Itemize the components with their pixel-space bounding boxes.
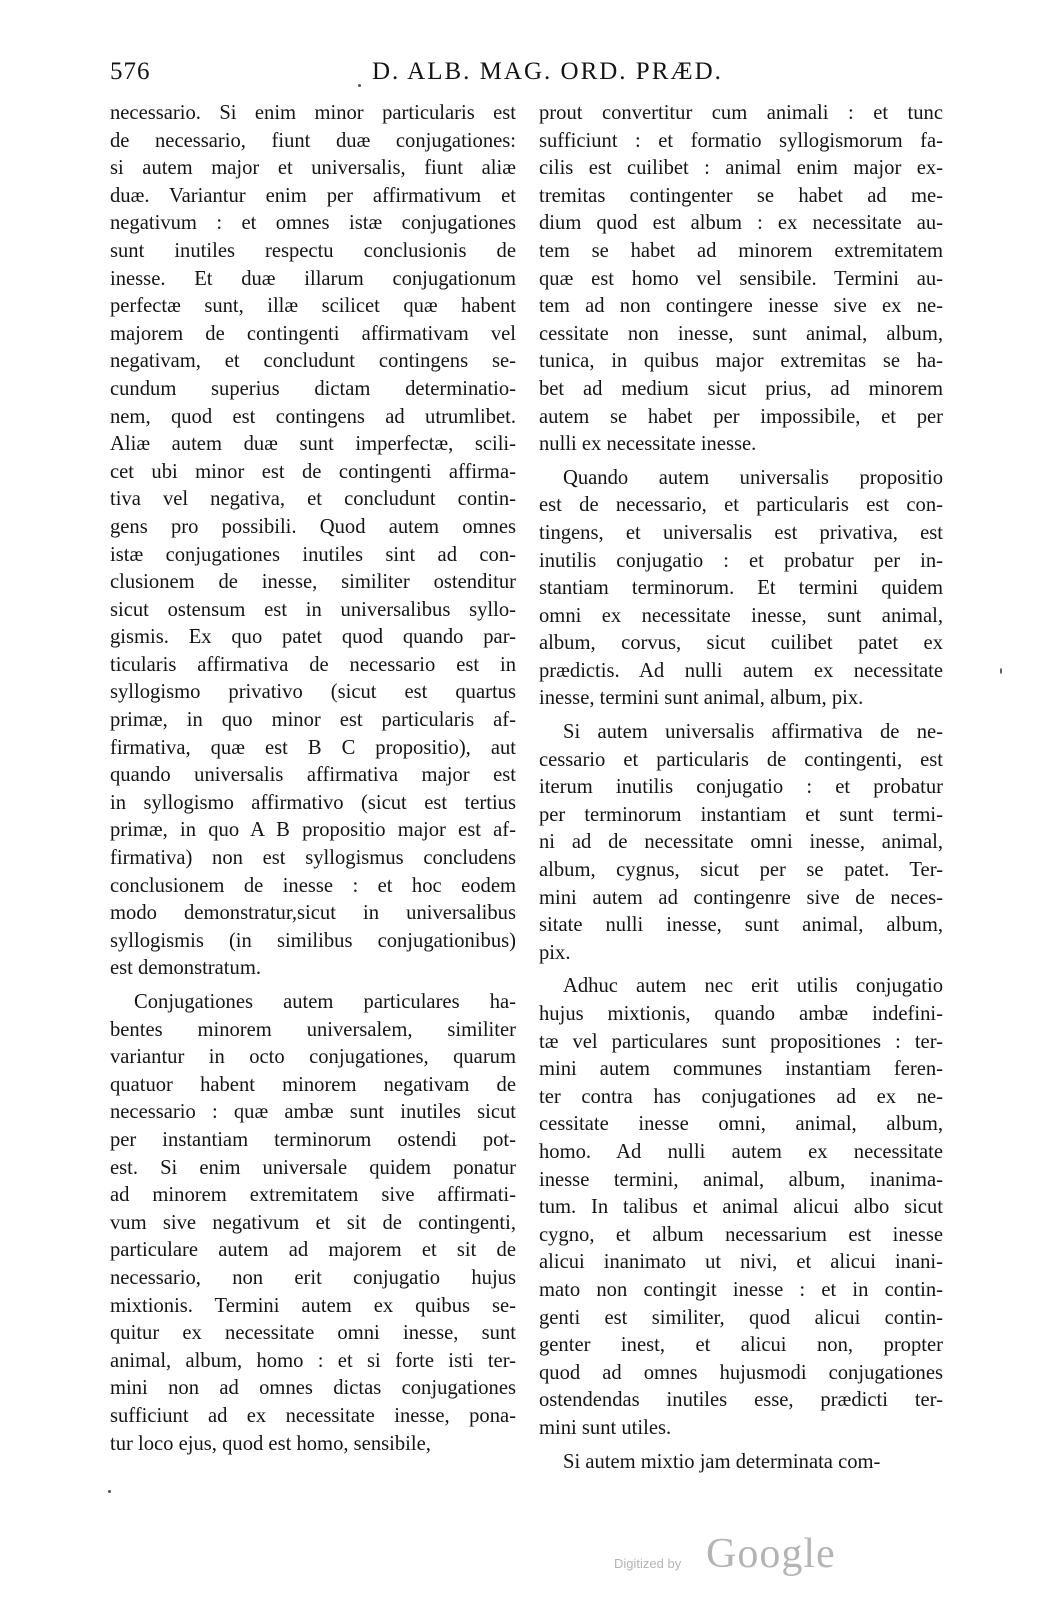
text-line: genti est similiter, quod alicui contin- bbox=[539, 1306, 943, 1329]
text-line: cundum superius dictam determinatio- bbox=[110, 377, 516, 400]
text-line: Quando autem universalis propositio bbox=[563, 466, 943, 489]
text-line: dium quod est album : ex necessitate au- bbox=[539, 212, 943, 235]
paragraph bbox=[539, 100, 943, 459]
text-line: conclusionem de inesse : et hoc eodem bbox=[110, 874, 516, 897]
text-line: inesse termini, animal, album, inanima- bbox=[539, 1168, 943, 1191]
text-line: homo. Ad nulli autem ex necessitate bbox=[539, 1140, 943, 1163]
text-line: gens pro possibili. Quod autem omnes bbox=[110, 515, 516, 538]
text-line: animal, album, homo : et si forte isti ter- bbox=[110, 1349, 516, 1372]
paragraph bbox=[539, 973, 943, 1442]
text-line: firmativa) non est syllogismus concludens bbox=[110, 847, 516, 870]
text-line: autem se habet per impossibile, et per bbox=[539, 405, 943, 428]
text-line: cessitate non inesse, sunt animal, album, bbox=[539, 322, 943, 345]
text-line: primæ, in quo A B propositio major est af- bbox=[110, 819, 516, 842]
text-line: cessario et particularis de contingenti, est bbox=[539, 748, 943, 771]
text-line: nem, quod est contingens ad utrumlibet. bbox=[110, 405, 516, 428]
left-column bbox=[110, 100, 516, 1458]
text-line: tæ vel particulares sunt propositiones : ter- bbox=[539, 1030, 943, 1053]
text-line: genter inest, et alicui non, propter bbox=[539, 1334, 943, 1357]
paragraph bbox=[110, 989, 516, 1458]
text-line: inutilis conjugatio : et probatur per in- bbox=[539, 549, 943, 572]
text-line: majorem de contingenti affirmativam vel bbox=[110, 322, 516, 345]
text-line: primæ, in quo minor est particularis af- bbox=[110, 709, 516, 732]
right-column bbox=[539, 100, 943, 1476]
ink-speck bbox=[1000, 668, 1002, 674]
text-line: Si autem universalis affirmativa de ne- bbox=[563, 721, 943, 744]
text-line: est de necessario, et particularis est con- bbox=[539, 494, 943, 517]
text-line: ad minorem extremitatem sive affirmati- bbox=[110, 1184, 516, 1207]
digitized-by-label: Digitized by bbox=[614, 1556, 682, 1571]
text-line: per instantiam terminorum ostendi pot- bbox=[110, 1128, 516, 1151]
text-line: mato non contingit inesse : et in contin- bbox=[539, 1278, 943, 1301]
text-line: nulli ex necessitate inesse. bbox=[539, 433, 757, 456]
text-line: cygno, et album necessarium est inesse bbox=[539, 1223, 943, 1246]
text-line: sicut ostensum est in universalibus syllo- bbox=[110, 598, 516, 621]
text-line: cessitate inesse omni, animal, album, bbox=[539, 1113, 943, 1136]
text-line: prædictis. Ad nulli autem ex necessitate bbox=[539, 659, 943, 682]
text-line: tem ad non contingere inesse sive ex ne- bbox=[539, 295, 943, 318]
text-line: tem se habet ad minorem extremitatem bbox=[539, 239, 943, 262]
text-line: necessario. Si enim minor particularis est bbox=[110, 102, 516, 124]
text-line: syllogismis (in similibus conjugationibus) bbox=[110, 929, 516, 952]
text-line: quitur ex necessitate omni inesse, sunt bbox=[110, 1322, 516, 1345]
text-line: tremitas contingenter se habet ad me- bbox=[539, 184, 943, 207]
text-line: negativum : et omnes istæ conjugationes bbox=[110, 212, 516, 235]
text-line: negativam, et concludunt contingens se- bbox=[110, 350, 516, 373]
text-line: mini non ad omnes dictas conjugationes bbox=[110, 1377, 516, 1400]
text-line: bet ad medium sicut prius, ad minorem bbox=[539, 377, 943, 400]
text-line: per terminorum instantiam et sunt termi- bbox=[539, 803, 943, 826]
text-line: quæ est homo vel sensibile. Termini au- bbox=[539, 267, 943, 290]
text-line: quando universalis affirmativa major est bbox=[110, 764, 516, 787]
paragraph bbox=[539, 719, 943, 967]
text-line: bentes minorem universalem, similiter bbox=[110, 1018, 516, 1041]
text-line: iterum inutilis conjugatio : et probatur bbox=[539, 776, 943, 799]
digitized-watermark bbox=[614, 1530, 854, 1580]
text-line: omni ex necessitate inesse, sunt animal, bbox=[539, 604, 943, 627]
text-line: mini autem ad contingenre sive de neces- bbox=[539, 886, 943, 909]
text-line: mini autem communes instantiam feren- bbox=[539, 1058, 943, 1081]
text-line: tunica, in quibus major extremitas se ha- bbox=[539, 350, 943, 373]
text-line: quod ad omnes hujusmodi conjugationes bbox=[539, 1361, 943, 1384]
text-line: clusionem de inesse, similiter ostenditur bbox=[110, 571, 516, 594]
text-line: hujus mixtionis, quando ambæ indefini- bbox=[539, 1003, 943, 1025]
paragraph bbox=[539, 465, 943, 713]
text-line: ni ad de necessitate omni inesse, animal, bbox=[539, 831, 943, 854]
text-line: est demonstratum. bbox=[110, 957, 261, 980]
text-line: tiva vel negativa, et concludunt contin- bbox=[110, 488, 516, 511]
text-line: cet ubi minor est de contingenti affirma- bbox=[110, 460, 516, 483]
text-line: sufficiunt : et formatio syllogismorum fa- bbox=[539, 129, 943, 152]
text-line: duæ. Variantur enim per affirmativum et bbox=[110, 184, 516, 207]
text-line: Aliæ autem duæ sunt imperfectæ, scili- bbox=[110, 433, 516, 456]
text-line: stantiam terminorum. Et termini quidem bbox=[539, 577, 943, 600]
text-line: ter contra has conjugationes ad ex ne- bbox=[539, 1085, 943, 1108]
text-line: tum. In talibus et animal alicui albo sicut bbox=[539, 1196, 943, 1219]
paragraph bbox=[539, 1449, 943, 1477]
text-line: alicui inanimato ut nivi, et alicui inani- bbox=[539, 1251, 943, 1274]
text-line: album, corvus, sicut cuilibet patet ex bbox=[539, 632, 943, 655]
text-line: vum sive negativum et sit de contingenti, bbox=[110, 1211, 516, 1234]
text-line: cilis est cuilibet : animal enim major ex- bbox=[539, 157, 943, 180]
text-line: sufficiunt ad ex necessitate inesse, pona- bbox=[110, 1404, 516, 1427]
text-line: modo demonstratur,sicut in universalibus bbox=[110, 902, 516, 925]
text-line: pix. bbox=[539, 941, 571, 964]
text-line: de necessario, fiunt duæ conjugationes: bbox=[110, 129, 516, 152]
text-line: particulare autem ad majorem et sit de bbox=[110, 1239, 516, 1262]
text-line: syllogismo privativo (sicut est quartus bbox=[110, 681, 516, 704]
ink-speck bbox=[108, 1490, 111, 1493]
text-line: sitate nulli inesse, sunt animal, album, bbox=[539, 914, 943, 937]
page-header bbox=[110, 58, 945, 94]
text-line: mini sunt utiles. bbox=[539, 1416, 672, 1439]
text-line: necessario : quæ ambæ sunt inutiles sicut bbox=[110, 1101, 516, 1124]
page-number: 576 bbox=[110, 58, 151, 85]
text-line: si autem major et universalis, fiunt aliæ bbox=[110, 157, 516, 180]
text-line: Si autem mixtio jam determinata com- bbox=[563, 1450, 881, 1473]
google-logo: Google bbox=[706, 1531, 836, 1577]
text-line: est. Si enim universale quidem ponatur bbox=[110, 1156, 516, 1179]
text-line: inesse, termini sunt animal, album, pix. bbox=[539, 687, 864, 710]
text-line: variantur in octo conjugationes, quarum bbox=[110, 1046, 516, 1069]
text-line: perfectæ sunt, illæ scilicet quæ habent bbox=[110, 295, 516, 318]
text-line: mixtionis. Termini autem ex quibus se- bbox=[110, 1294, 516, 1317]
text-line: Adhuc autem nec erit utilis conjugatio bbox=[563, 975, 943, 998]
text-line: quatuor habent minorem negativam de bbox=[110, 1073, 516, 1096]
running-head: D. ALB. MAG. ORD. PRÆD. bbox=[372, 58, 723, 85]
text-line: tingens, et universalis est privativa, est bbox=[539, 521, 943, 544]
text-line: sunt inutiles respectu conclusionis de bbox=[110, 239, 516, 262]
text-line: ostendendas inutiles esse, prædicti ter- bbox=[539, 1389, 943, 1412]
text-line: in syllogismo affirmativo (sicut est tertius bbox=[110, 791, 516, 814]
paragraph bbox=[110, 100, 516, 983]
text-line: prout convertitur cum animali : et tunc bbox=[539, 102, 943, 124]
text-line: istæ conjugationes inutiles sint ad con- bbox=[110, 543, 516, 566]
text-line: album, cygnus, sicut per se patet. Ter- bbox=[539, 859, 943, 882]
text-line: ticularis affirmativa de necessario est in bbox=[110, 653, 516, 676]
text-line: Conjugationes autem particulares ha- bbox=[134, 991, 516, 1013]
text-line: tur loco ejus, quod est homo, sensibile, bbox=[110, 1432, 431, 1455]
text-line: gismis. Ex quo patet quod quando par- bbox=[110, 626, 516, 649]
text-line: firmativa, quæ est B C propositio), aut bbox=[110, 736, 516, 759]
ink-speck bbox=[358, 84, 361, 87]
text-line: inesse. Et duæ illarum conjugationum bbox=[110, 267, 516, 290]
text-line: necessario, non erit conjugatio hujus bbox=[110, 1266, 516, 1289]
